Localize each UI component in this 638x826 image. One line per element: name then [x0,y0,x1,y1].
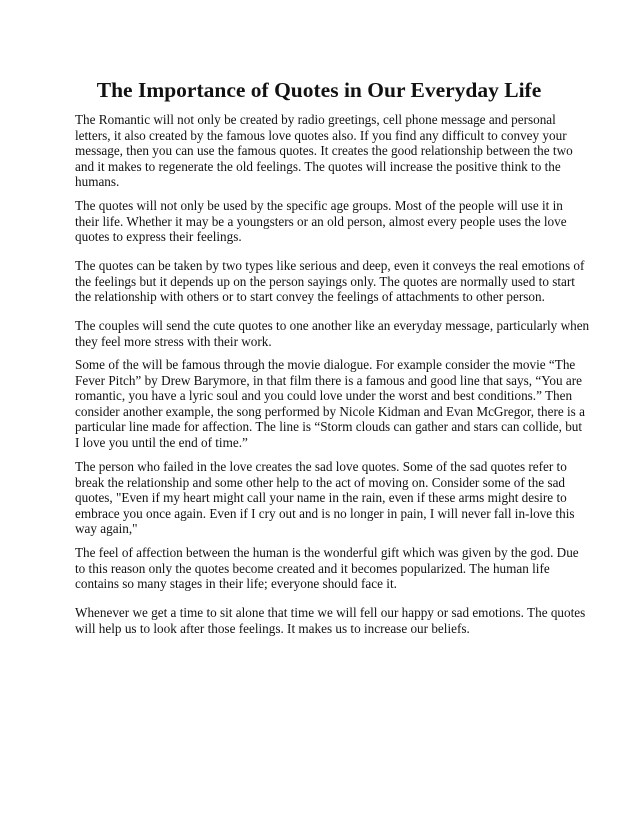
paragraph [75,357,585,450]
document-title: The Importance of Quotes in Our Everyday Life [96,78,542,102]
paragraph-line: The feel of affection between the human is the wonderful gift which was given by the god. Due [75,545,579,560]
paragraph-line: particular line made for affection. The line is “Storm clouds can gather and stars can collide, but [75,419,583,434]
paragraph-line: The person who failed in the love creates the sad love quotes. Some of the sad quotes refer to [75,459,567,474]
paragraph-line: consider another example, the song performed by Nicole Kidman and Evan McGregor, there is a [75,403,585,419]
paragraph-line: they feel more stress with their work. [75,333,272,349]
paragraph-line: The Romantic will not only be created by radio greetings, cell phone message and personal [75,112,556,127]
paragraph-line: The couples will send the cute quotes to one another like an everyday message, particularly when [75,318,590,333]
paragraph [75,545,579,592]
paragraph [75,459,575,537]
paragraph-line: The quotes will not only be used by the specific age groups. Most of the people will use it in [75,198,563,213]
paragraph-line: quotes to express their feelings. [75,229,242,244]
paragraph [75,258,585,305]
paragraph-line: and it makes to regenerate the old feelings. The quotes will increase the positive think to the [75,158,561,174]
paragraph-line: letters, it also created by the famous love quotes also. If you find any difficult to convey your [75,127,567,143]
paragraph [75,318,590,349]
paragraph-line: Some of the will be famous through the movie dialogue. For example consider the movie “The [75,357,576,372]
paragraph-line: break the relationship and some other help to the act of moving on. Consider some of the sad [75,474,566,490]
paragraph-line: the relationship with others or to start convey the feelings of attachments to other person. [75,289,545,304]
paragraph-line: will help us to look after those feelings. It makes us to increase our beliefs. [75,620,470,636]
paragraph-line: message, then you can use the famous quotes. It creates the good relationship between the two [75,143,573,158]
paragraph-line: Fever Pitch” by Drew Barymore, in that film there is a famous and good line that says, “You are [75,372,582,388]
paragraph-line: humans. [75,174,120,189]
paragraph [75,605,586,636]
paragraph [75,112,575,190]
paragraph-line: quotes, "Even if my heart might call your name in the rain, even if these arms might desire to [75,490,567,505]
paragraph-line: embrace you once again. Even if I cry out and is no longer in pain, I will never fall in-love this [75,505,575,521]
paragraph-line: to this reason only the quotes become created and it becomes popularized. The human life [75,560,550,576]
paragraph-line: their life. Whether it may be a youngsters or an old person, almost every people uses the love [75,213,567,229]
paragraph-line: contains so many stages in their life; everyone should face it. [75,576,397,591]
paragraph-line: the feelings but it depends up on the person sayings only. The quotes are normally used to start [75,273,575,289]
paragraph-line: way again," [75,521,138,536]
paragraph [75,198,575,245]
paragraph-line: The quotes can be taken by two types like serious and deep, even it conveys the real emotions of [75,258,585,273]
paragraph-line: I love you until the end of time.” [75,434,248,450]
paragraph-line: romantic, you have a lyric soul and you could love under the worst and best conditions.” Then [75,388,573,403]
paragraph-line: Whenever we get a time to sit alone that time we will fell our happy or sad emotions. The quotes [75,605,586,620]
